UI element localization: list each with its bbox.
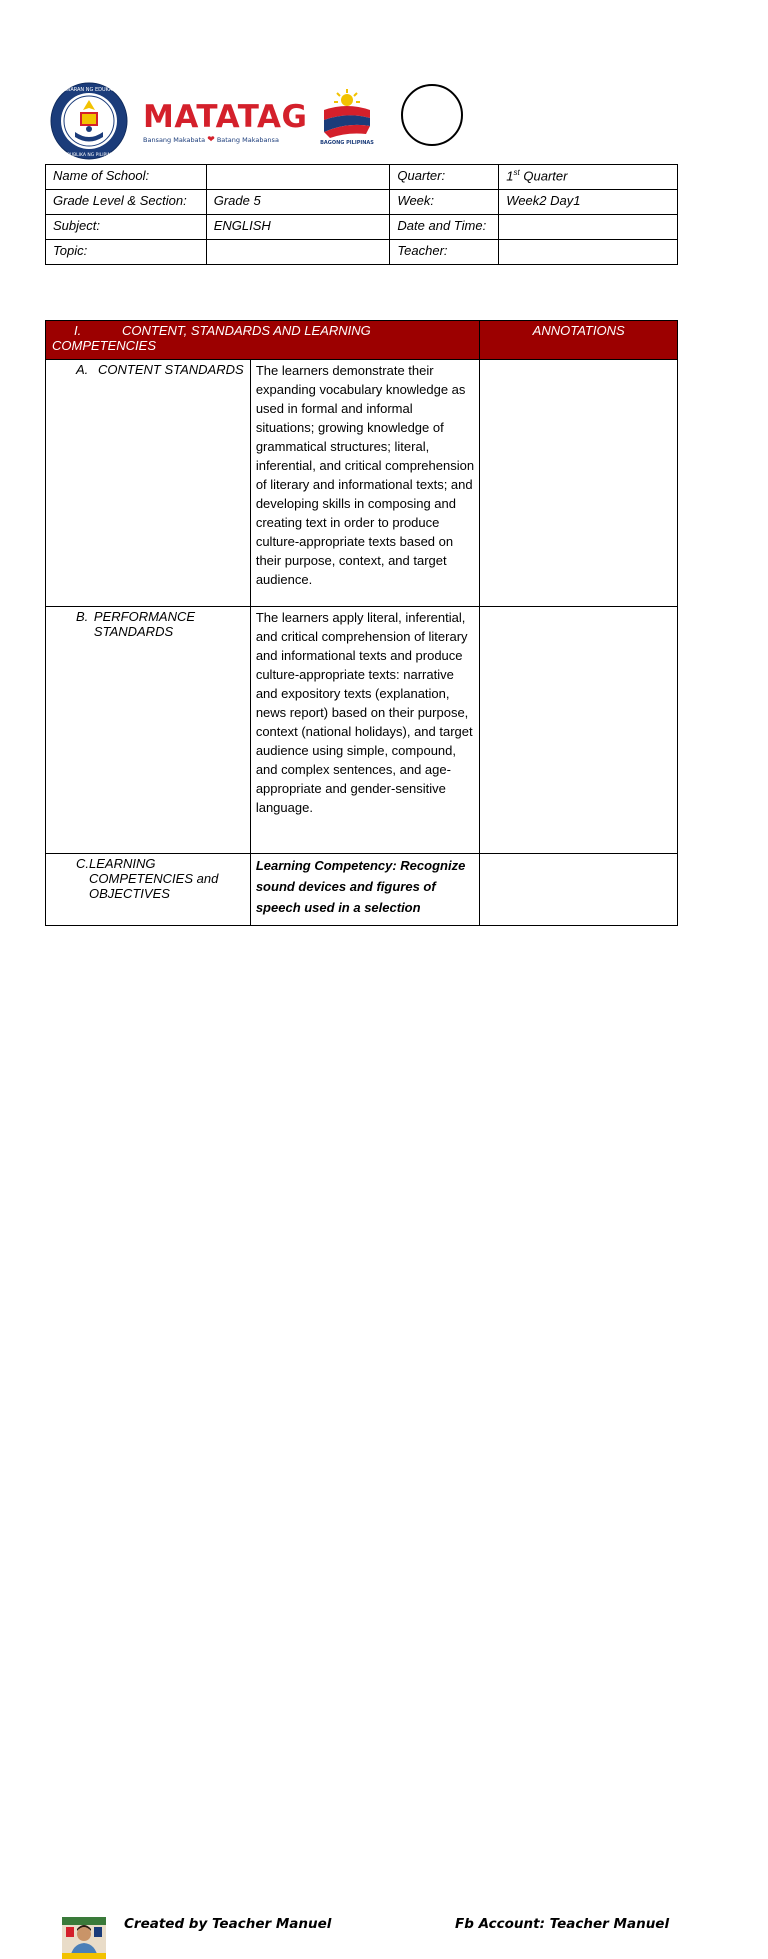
bagong-pilipinas-text: BAGONG PILIPINAS: [320, 140, 374, 146]
row-label: [46, 360, 251, 607]
topic-label: Topic:: [46, 240, 207, 265]
section-roman: I.: [74, 323, 82, 338]
info-row-school: [46, 165, 678, 190]
blank-school-logo: [401, 84, 463, 146]
footer: [0, 955, 768, 1932]
quarter-number: 1: [506, 168, 514, 184]
info-row-subject: [46, 215, 678, 240]
annotations-header: ANNOTATIONS: [480, 321, 678, 360]
topic-value[interactable]: [206, 240, 390, 265]
quarter-label: Quarter:: [390, 165, 499, 190]
annotation-cell[interactable]: [480, 360, 678, 607]
svg-text:REPUBLIKA NG PILIPINAS: REPUBLIKA NG PILIPINAS: [61, 153, 117, 158]
grade-label: Grade Level & Section:: [46, 190, 207, 215]
date-label: Date and Time:: [390, 215, 499, 240]
row-text: The learners apply literal, inferential, and critical comprehension of literary and informational texts and produce culture-appropriate texts: narrative and expository texts (explanation, news report) based on their purpose, context (national holidays), and target audience using simple, compound, and complex sentences, and age-appropriate and gender-sensitive language.: [250, 607, 480, 854]
row-title: CONTENT STANDARDS: [98, 362, 244, 377]
row-letter: C.: [76, 856, 89, 871]
teacher-value[interactable]: [499, 240, 678, 265]
row-text: The learners demonstrate their expanding vocabulary knowledge as used in formal and informal situations; growing knowledge of grammatical structures; literal, inferential, and critical comprehension of literary and informational texts; and developing skills in composing and creating text in order to produce culture-appropriate texts based on their purpose, context, and target audience.: [250, 360, 480, 607]
info-row-grade: [46, 190, 678, 215]
heart-icon: ❤: [207, 135, 215, 145]
quarter-word: Quarter: [519, 168, 568, 184]
row-letter: B.: [76, 609, 89, 624]
date-value[interactable]: [499, 215, 678, 240]
annotation-cell[interactable]: [480, 854, 678, 926]
row-letter: A.: [76, 362, 89, 377]
subject-value[interactable]: ENGLISH: [206, 215, 390, 240]
teacher-avatar: [62, 1917, 106, 1959]
fb-account-text: Fb Account: Teacher Manuel: [455, 1916, 670, 1932]
row-text: Learning Competency: Recognize sound devices and figures of speech used in a selection: [250, 854, 480, 926]
grade-value[interactable]: Grade 5: [206, 190, 390, 215]
deped-seal-logo: [50, 82, 128, 160]
matatag-title: MATATAG: [143, 99, 308, 135]
tagline-left: Bansang Makabata: [143, 136, 206, 144]
row-label: [46, 854, 251, 926]
school-label: Name of School:: [46, 165, 207, 190]
row-learning-competencies: [46, 854, 678, 926]
logo-row: [0, 0, 768, 160]
info-table: [45, 164, 678, 265]
week-label: Week:: [390, 190, 499, 215]
section-header: [46, 321, 480, 360]
week-value[interactable]: Week2 Day1: [499, 190, 678, 215]
row-title: PERFORMANCE STANDARDS: [93, 609, 196, 639]
row-performance-standards: [46, 607, 678, 854]
row-label: [46, 607, 251, 854]
info-row-topic: [46, 240, 678, 265]
competencies-header-row: [46, 321, 678, 360]
school-value[interactable]: [206, 165, 390, 190]
row-content-standards: [46, 360, 678, 607]
tagline-right: Batang Makabansa: [216, 136, 279, 144]
competencies-table: [45, 320, 678, 926]
quarter-value[interactable]: [499, 165, 678, 190]
annotation-cell[interactable]: [480, 607, 678, 854]
seal-text: KAGAWARAN NG EDUKASYON: [52, 87, 126, 93]
quarter-suffix: st: [513, 168, 520, 177]
section-title: CONTENT, STANDARDS AND LEARNING COMPETENCIES: [52, 323, 371, 353]
row-title: LEARNING COMPETENCIES and OBJECTIVES: [89, 856, 219, 901]
subject-label: Subject:: [46, 215, 207, 240]
matatag-tagline: [143, 135, 307, 145]
teacher-label: Teacher:: [390, 240, 499, 265]
matatag-logo: [143, 100, 307, 145]
created-by-text: Created by Teacher Manuel: [124, 1916, 332, 1932]
